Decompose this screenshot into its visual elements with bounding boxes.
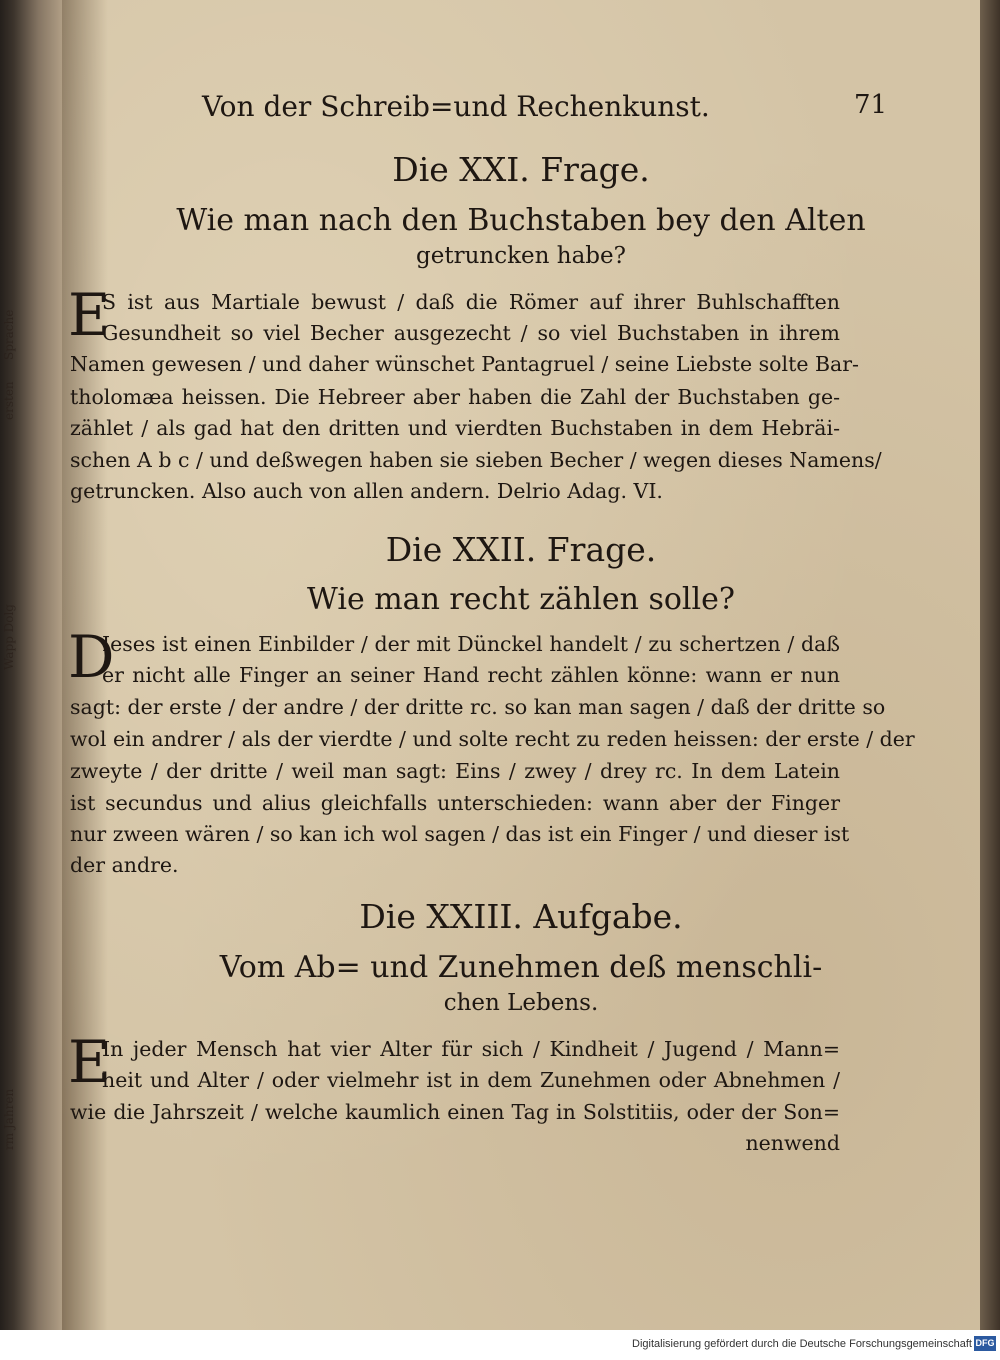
- running-head: Von der Schreib=und Rechenkunst.: [202, 90, 710, 123]
- margin-fragment: ersten: [2, 381, 16, 420]
- text-line: ist secundus und alius gleichfalls unterschieden: wann aber der Finger: [70, 791, 840, 815]
- facing-page-edge: [0, 0, 62, 1330]
- text-line: S ist aus Martiale bewust / daß die Römer auf ihrer Buhlschafften: [102, 290, 840, 314]
- text-line: heit und Alter / oder vielmehr ist in dem Zunehmen oder Abnehmen /: [102, 1068, 840, 1092]
- text-line: zählet / als gad hat den dritten und vierdten Buchstaben in dem Hebräi-: [70, 416, 840, 440]
- page-edge: [980, 0, 1000, 1330]
- text-line: nur zween wären / so kan ich wol sagen / das ist ein Finger / und dieser ist: [70, 822, 850, 846]
- text-line: Ieses ist einen Einbilder / der mit Dünckel handelt / zu schertzen / daß: [102, 632, 840, 656]
- text-line: wie die Jahrszeit / welche kaumlich einen Tag in Solstitiis, oder der Son=: [70, 1100, 840, 1124]
- text-line: wol ein andrer / als der vierdte / und solte recht zu reden heissen: der erste / der: [70, 727, 915, 751]
- margin-fragment: Sprache: [2, 309, 16, 360]
- text-line: Gesundheit so viel Becher ausgezecht / so viel Buchstaben in ihrem: [102, 321, 840, 345]
- drop-cap: E: [68, 1028, 111, 1096]
- text-line: In jeder Mensch hat vier Alter für sich / Kindheit / Jugend / Mann=: [102, 1037, 840, 1061]
- text-line: sagt: der erste / der andre / der dritte rc. so kan man sagen / daß der dritte so: [70, 695, 886, 719]
- section-subtitle: Vom Ab= und Zunehmen deß menschli-: [219, 950, 823, 985]
- margin-fragment: rm Jahren: [2, 1088, 16, 1150]
- text-line: tholomæa heissen. Die Hebreer aber haben die Zahl der Buchstaben ge-: [70, 385, 840, 409]
- book-page: [62, 0, 980, 1330]
- text-line: der andre.: [70, 853, 179, 877]
- page-number: 71: [854, 90, 888, 120]
- drop-cap: E: [68, 281, 111, 349]
- section-subtitle: chen Lebens.: [443, 990, 599, 1016]
- text-line: Namen gewesen / und daher wünschet Pantagruel / seine Liebste solte Bar-: [70, 352, 859, 376]
- text-line: er nicht alle Finger an seiner Hand recht zählen könne: wann er nun: [102, 663, 840, 687]
- dfg-logo: DFG: [974, 1336, 996, 1351]
- catchword: nenwend: [745, 1131, 840, 1155]
- section-title: Die XXII. Frage.: [385, 530, 657, 569]
- section-title: Die XXI. Frage.: [392, 150, 650, 189]
- text-line: getruncken. Also auch von allen andern. Delrio Adag. VI.: [70, 479, 663, 503]
- section-subtitle: Wie man recht zählen solle?: [307, 582, 735, 617]
- margin-fragment: Wapp Dolg: [2, 604, 16, 670]
- section-subtitle: Wie man nach den Buchstaben bey den Alten: [176, 203, 866, 238]
- funding-credit: Digitalisierung gefördert durch die Deutsche Forschungsgemeinschaft: [632, 1338, 972, 1350]
- drop-cap: D: [68, 623, 115, 691]
- section-subtitle: getruncken habe?: [416, 243, 626, 269]
- text-line: schen A b c / und deßwegen haben sie sieben Becher / wegen dieses Namens/: [70, 448, 882, 472]
- text-line: zweyte / der dritte / weil man sagt: Eins / zwey / drey rc. In dem Latein: [70, 759, 840, 783]
- section-title: Die XXIII. Aufgabe.: [359, 897, 683, 936]
- footer-bar: [0, 1330, 1000, 1360]
